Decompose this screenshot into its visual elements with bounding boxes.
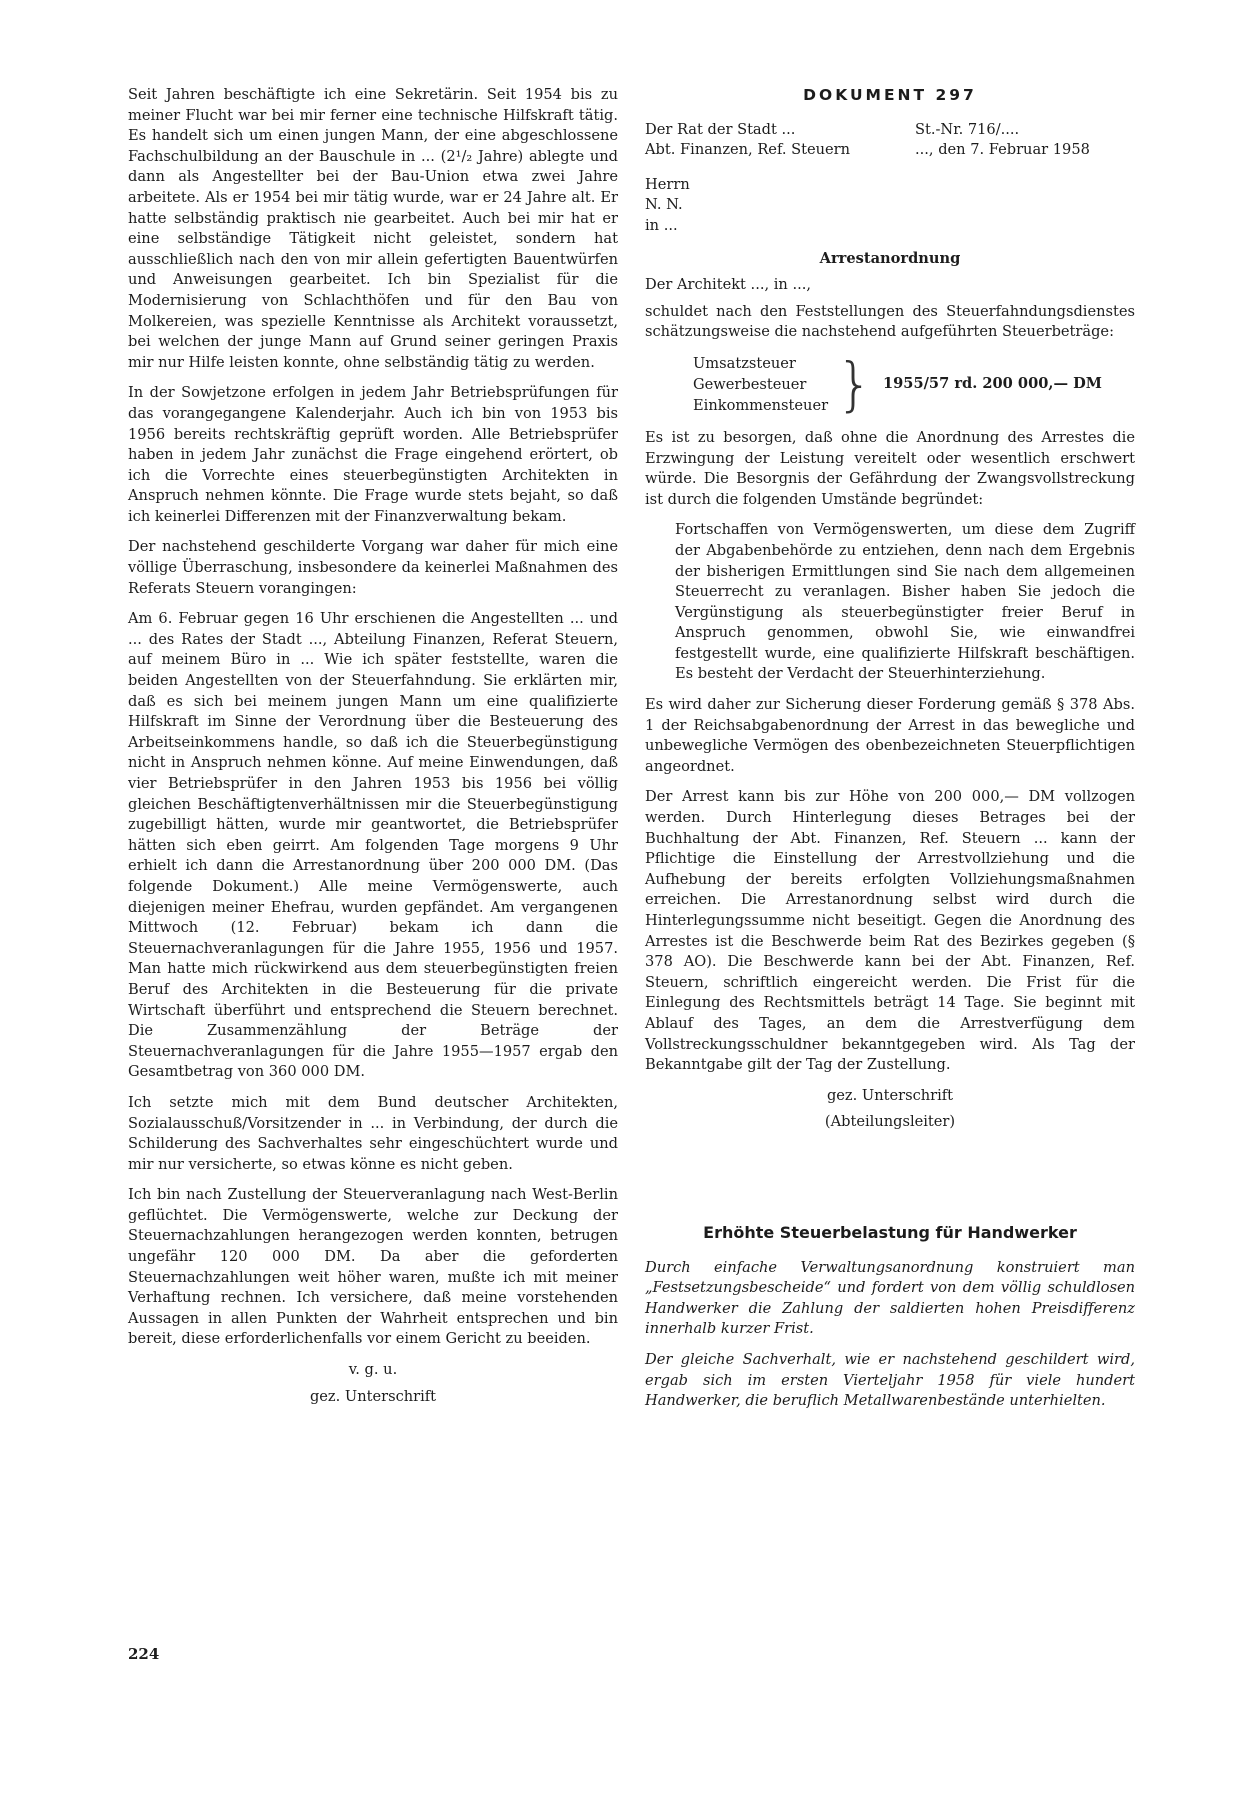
tax-list bbox=[693, 350, 1135, 419]
paragraph: Der nachstehend geschilderte Vorgang war daher für mich eine völlige Überraschung, insbesondere da keinerlei Maßnahmen des Referats Steuern vorangingen: bbox=[128, 538, 618, 597]
execution-text: Der Arrest kann bis zur Höhe von 200 000,— DM vollzogen werden. Durch Hinterlegung dieses Betrages bei der Buchhaltung der Abt. Finanzen, Ref. Steuern ... kann der Pflichtige die Einstellung der Arrestvollziehung und die Aufhebung der bereits erfolgten Vollziehungsmaßnahmen erreichen. Die Arrestanordnung selbst wird durch die Hinterlegungssumme nicht beseitigt. Gegen die Anordnung des Arrestes ist die Beschwerde beim Rat des Bezirkes gegeben (§ 378 AO). Die Beschwerde kann bei der Abt. Finanzen, Ref. Steuern, schriftlich eingereicht werden. Die Frist für die Einlegung des Rechtsmittels beträgt 14 Tage. Sie beginnt mit Ablauf des Tages, an dem die Arrestverfügung dem Vollstreckungsschuldner bekanntgegeben wird. Als Tag der Bekanntgabe gilt der Tag der Zustellung. bbox=[645, 788, 1135, 1074]
letter-header-row bbox=[645, 120, 1135, 141]
page-number: 224 bbox=[128, 1645, 160, 1663]
paragraph: Am 6. Februar gegen 16 Uhr erschienen die Angestellten ... und ... des Rates der Stadt ..., Abteilung Finanzen, Referat Steuern, auf meinem Büro in ... Wie ich später feststellte, waren die beiden Angestellten von der Steuerfahndung. Sie erklärten mir, daß es sich bei meinem jungen Mann um eine qualifizierte Hilfskraft im Sinne der Verordnung über die Besteuerung des Arbeitseinkommens handle, so daß ich die Steuerbegünstigung nicht in Anspruch nehmen könne. Auf meine Einwendungen, daß vier Betriebsprüfer in den Jahren 1953 bis 1956 bei völlig gleichen Beschäftigtenverhältnissen mir die Steuerbegünstigung zugebilligt hätten, wurde mir geantwortet, die Betriebsprüfer hätten sich eben geirrt. Am folgenden Tage morgens 9 Uhr erhielt ich dann die Arrestanordnung über 200 000 DM. (Das folgende Dokument.) Alle meine Vermögenswerte, auch diejenigen meiner Ehefrau, wurden gepfändet. Am vergangenen Mittwoch (12. Februar) bekam ich dann die Steuernachveranlagungen für die Jahre 1955, 1956 und 1957. Man hatte mich rückwirkend aus dem steuerbegünstigten freien Beruf des Architekten in die Besteuerung für die private Wirtschaft überführt und entsprechend die Steuern berechnet. Die Zusammenzählung der Beträge der Steuernachveranlagungen für die Jahre 1955—1957 ergab den Gesamtbetrag von 360 000 DM. bbox=[128, 610, 618, 1081]
reference-number: St.-Nr. 716/.... bbox=[915, 120, 1020, 138]
signature-role: (Abteilungsleiter) bbox=[824, 1113, 956, 1131]
owes-text: schuldet nach den Feststellungen des Steuerfahndungsdienstes schätzungsweise die nachstehend aufgeführten Steuerbeträge: bbox=[645, 302, 1135, 341]
paragraph: In der Sowjetzone erfolgen in jedem Jahr Betriebsprüfungen für das vorangegangene Kalenderjahr. Auch ich bin von 1953 bis 1956 bereits rechtskräftig geprüft worden. Alle Betriebsprüfer haben in jedem Jahr zunächst die Frage eingehend erörtert, ob ich die Vorrechte eines steuerbegünstigten Architekten in Anspruch nehmen könnte. Die Frage wurde stets bejaht, so daß ich keinerlei Differenzen mit der Finanzverwaltung bekam. bbox=[128, 384, 618, 525]
italic-intro: Der gleiche Sachverhalt, wie er nachstehend geschildert wird, ergab sich im ersten Vierteljahr 1958 für viele hundert Handwerker, die beruflich Metallwarenbestände unterhielten. bbox=[645, 1350, 1135, 1410]
paragraph: Seit Jahren beschäftigte ich eine Sekretärin. Seit 1954 bis zu meiner Flucht war bei mir ferner eine technische Hilfskraft tätig. Es handelt sich um einen jungen Mann, der eine abgeschlossene Fachschulbildung an der Bauschule in ... (2¹/₂ Jahre) ablegte und dann als Angestellter bei der Bau-Union etwa zwei Jahre arbeitete. Als er 1954 bei mir tätig wurde, war er 24 Jahre alt. Er hatte selbständig praktisch nie gearbeitet. Auch bei mir hat er eine selbständige Tätigkeit nicht geleistet, sondern hat ausschließlich nach den von mir allein gefertigten Bauentwürfen und Anweisungen gearbeitet. Ich bin Spezialist für die Modernisierung von Schlachthöfen und für den Bau von Molkereien, was spezielle Kenntnisse als Architekt voraussetzt, bei welchen der junge Mann auf Grund seiner geringen Praxis mir nur Hilfe leisten konnte, ohne selbständig tätig zu werden. bbox=[128, 86, 618, 371]
letter-header-row bbox=[645, 140, 1135, 161]
order-text: Es wird daher zur Sicherung dieser Forderung gemäß § 378 Abs. 1 der Reichsabgabenordnung der Arrest in das bewegliche und unbewegliche Vermögen des obenbezeichneten Steuerpflichtigen angeordnet. bbox=[645, 696, 1135, 775]
tax-amount: 1955/57 rd. 200 000,— DM bbox=[882, 375, 1102, 393]
sender-name: Der Rat der Stadt ... bbox=[645, 120, 796, 138]
section-title: Erhöhte Steuerbelastung für Handwerker bbox=[703, 1222, 1077, 1242]
tax-names bbox=[693, 353, 828, 416]
address-line: Herrn bbox=[645, 175, 690, 193]
closing-signature: gez. Unterschrift bbox=[309, 1387, 437, 1405]
right-column bbox=[645, 85, 1135, 1422]
tax-item: Gewerbesteuer bbox=[693, 375, 807, 393]
signature: gez. Unterschrift bbox=[826, 1086, 954, 1104]
address-line: N. N. bbox=[645, 196, 683, 214]
brace-icon: } bbox=[836, 350, 873, 419]
paragraph: Ich bin nach Zustellung der Steuerveranlagung nach West-Berlin geflüchtet. Die Vermögenswerte, welche zur Deckung der Steuernachzahlungen herangezogen werden konnten, betrugen ungefähr 120 000 DM. Da aber die geforderten Steuernachzahlungen weit höher waren, mußte ich mit meiner Verhaftung rechnen. Ich versichere, daß meine vorstehenden Aussagen in allen Punkten der Wahrheit entsprechen und bin bereit, diese erforderlichenfalls vor einem Gericht zu beeiden. bbox=[128, 1186, 618, 1348]
tax-item: Umsatzsteuer bbox=[693, 354, 796, 372]
sender-department: Abt. Finanzen, Ref. Steuern bbox=[645, 141, 851, 159]
closing-vgu: v. g. u. bbox=[348, 1361, 398, 1379]
document-title: DOKUMENT 297 bbox=[803, 86, 977, 104]
address-line: in ... bbox=[645, 216, 678, 234]
arrest-title: Arrestanordnung bbox=[819, 249, 961, 267]
letter-date: ..., den 7. Februar 1958 bbox=[915, 141, 1090, 159]
left-column bbox=[128, 85, 618, 1413]
italic-intro: Durch einfache Verwaltungsanordnung konstruiert man „Festsetzungsbescheide“ und fordert von dem völlig schuldlosen Handwerker die Zahlung der saldierten hohen Preisdifferenz innerhalb kurzer Frist. bbox=[645, 1258, 1135, 1338]
recipient-address bbox=[645, 175, 1135, 237]
architect-line: Der Architekt ..., in ..., bbox=[645, 276, 812, 294]
paragraph: Ich setzte mich mit dem Bund deutscher Architekten, Sozialausschuß/Vorsitzender in ... in Verbindung, der durch die Schilderung des Sachverhaltes sehr eingeschüchtert wurde und mir nur versicherte, so etwas könne es nicht geben. bbox=[128, 1093, 618, 1173]
concern-text: Es ist zu besorgen, daß ohne die Anordnung des Arrestes die Erzwingung der Leistung vereitelt oder wesentlich erschwert würde. Die Besorgnis der Gefährdung der Zwangsvollstreckung ist durch die folgenden Umstände begründet: bbox=[645, 428, 1135, 508]
reason-text: Fortschaffen von Vermögenswerten, um diese dem Zugriff der Abgabenbehörde zu entziehen, denn nach dem Ergebnis der bisherigen Ermittlungen sind Sie nach dem allgemeinen Steuerrecht zu veranlagen. Bisher haben Sie jedoch die Vergünstigung als steuerbegünstigter freier Beruf in Anspruch genommen, obwohl Sie, wie einwandfrei festgestellt wurde, eine qualifizierte Hilfskraft beschäftigen. Es besteht der Verdacht der Steuerhinterziehung. bbox=[675, 521, 1135, 683]
tax-item: Einkommensteuer bbox=[693, 396, 829, 414]
